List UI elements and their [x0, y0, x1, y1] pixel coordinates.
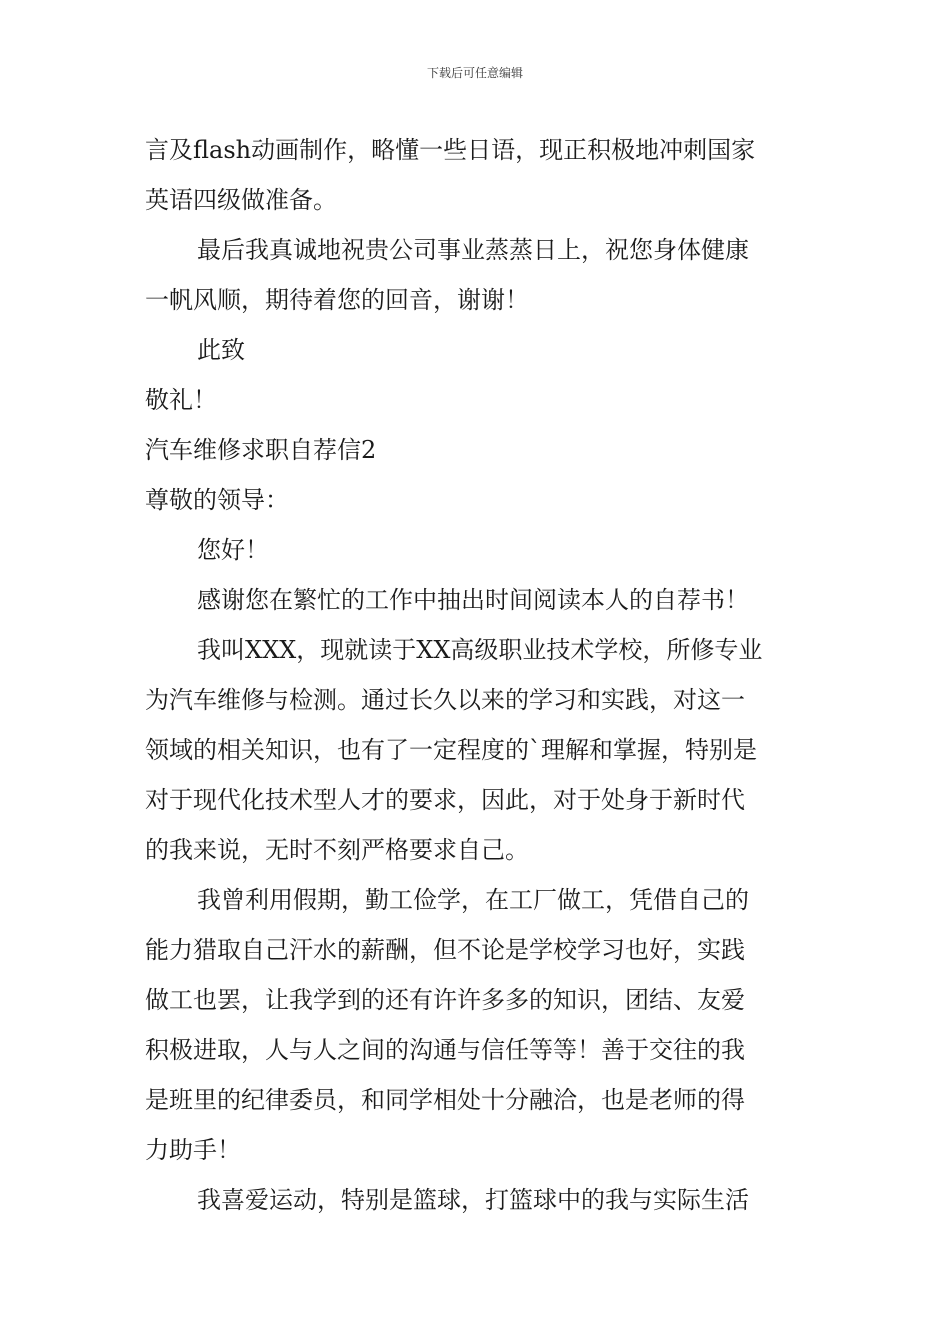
page-header: 下载后可任意编辑 — [426, 66, 523, 80]
text-line: 做工也罢，让我学到的还有许许多多的知识，团结、友爱 — [145, 986, 745, 1014]
text-line: 我叫XXX，现就读于XX高级职业技术学校，所修专业 — [197, 636, 763, 664]
text-line: 一帆风顺，期待着您的回音，谢谢！ — [145, 286, 529, 314]
greeting: 您好！ — [197, 536, 269, 564]
text-line: 对于现代化技术型人才的要求，因此，对于处身于新时代 — [145, 786, 745, 814]
text-line: 最后我真诚地祝贵公司事业蒸蒸日上，祝您身体健康 — [197, 236, 749, 264]
text-line: 为汽车维修与检测。通过长久以来的学习和实践，对这一 — [145, 686, 745, 714]
text-line: 我喜爱运动，特别是篮球，打篮球中的我与实际生活 — [197, 1186, 749, 1214]
text-line: 领域的相关知识，也有了一定程度的`理解和掌握，特别是 — [145, 736, 757, 764]
text-line: 感谢您在繁忙的工作中抽出时间阅读本人的自荐书！ — [197, 586, 749, 614]
text-line: 力助手！ — [145, 1136, 241, 1164]
closing-salutation: 此致 — [197, 336, 245, 364]
text-line: 能力猎取自己汗水的薪酬，但不论是学校学习也好，实践 — [145, 936, 745, 964]
text-line: 的我来说，无时不刻严格要求自己。 — [145, 836, 529, 864]
text-line: 英语四级做准备。 — [145, 186, 337, 214]
letter-title: 汽车维修求职自荐信2 — [145, 436, 377, 464]
text-line: 是班里的纪律委员，和同学相处十分融洽，也是老师的得 — [145, 1086, 745, 1114]
closing-regards: 敬礼！ — [145, 386, 217, 414]
text-line: 言及flash动画制作，略懂一些日语，现正积极地冲刺国家 — [145, 136, 756, 164]
recipient-greeting: 尊敬的领导： — [145, 486, 289, 514]
text-line: 我曾利用假期，勤工俭学，在工厂做工，凭借自己的 — [197, 886, 749, 914]
text-line: 积极进取，人与人之间的沟通与信任等等！善于交往的我 — [145, 1036, 745, 1064]
document-body — [145, 125, 807, 1225]
